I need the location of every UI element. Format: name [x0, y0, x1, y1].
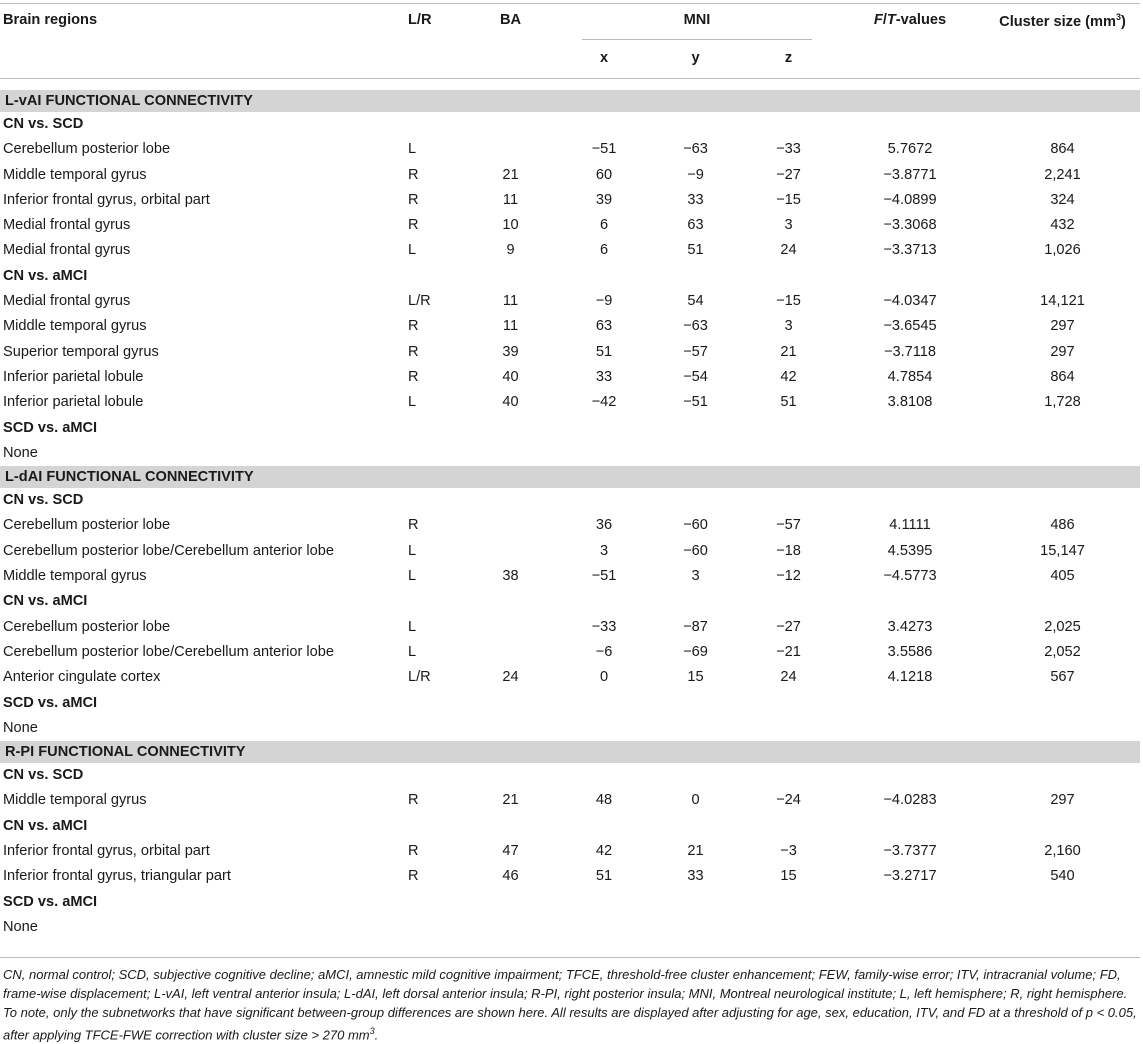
table-row [0, 839, 1140, 864]
cell-region: Inferior parietal lobule [3, 368, 144, 385]
cell-hemisphere: R [408, 368, 419, 385]
group-label: SCD vs. aMCI [3, 419, 98, 436]
cell-cluster-size: 486 [1050, 517, 1075, 534]
cell-hemisphere: R [408, 166, 419, 183]
cell-hemisphere [400, 915, 462, 940]
table-row [0, 564, 1140, 589]
cell-mni-x: 60 [595, 166, 613, 183]
cell-region: Middle temporal gyrus [3, 318, 147, 335]
cell-mni-z: −33 [776, 141, 801, 158]
cell-hemisphere: R [408, 318, 419, 335]
table-row [0, 615, 1140, 640]
table-row [0, 640, 1140, 665]
cluster-exp: 3 [1115, 12, 1121, 22]
group-label: SCD vs. aMCI [3, 893, 98, 910]
cell-cluster-size: 567 [1050, 669, 1075, 686]
cell-mni-z: −57 [776, 517, 801, 534]
group-row [0, 589, 1140, 614]
col-y: y [691, 50, 700, 66]
table-row [0, 314, 1140, 339]
cell-ft-value: 3.8108 [887, 394, 933, 411]
cell-ft-value: 3.4273 [887, 618, 933, 635]
cell-ft-value: −3.3713 [883, 242, 937, 259]
cell-ba [462, 539, 559, 564]
cell-mni-y: 0 [691, 792, 700, 809]
cell-mni-z [742, 716, 835, 741]
cell-ft-value: 3.5586 [887, 643, 933, 660]
group-label: CN vs. aMCI [3, 817, 88, 834]
cell-mni-z: 24 [780, 669, 797, 686]
cell-region: Cerebellum posterior lobe/Cerebellum anterior lobe [3, 643, 334, 660]
table-row [0, 340, 1140, 365]
cell-region: Cerebellum posterior lobe [3, 517, 171, 534]
footnote-end: . [374, 1027, 379, 1043]
cell-ba [462, 513, 559, 538]
cell-mni-x [559, 441, 649, 466]
cell-hemisphere: R [408, 343, 419, 360]
cell-mni-z [742, 915, 835, 940]
cell-mni-y: 33 [687, 868, 704, 885]
cell-cluster-size: 14,121 [1040, 293, 1085, 310]
cell-ft-value: 4.1218 [887, 669, 933, 686]
group-row [0, 763, 1140, 788]
group-row [0, 264, 1140, 289]
cell-mni-y: −60 [683, 517, 708, 534]
table-row [0, 665, 1140, 690]
group-label: CN vs. aMCI [3, 593, 88, 610]
cell-region: None [3, 918, 38, 935]
footnote-text: CN, normal control; SCD, subjective cognitive decline; aMCI, amnestic mild cognitive impairment; TFCE, threshold-free cluster enhancement; FEW, family-wise error; ITV, intracranial volume; FD, frame-wise displacement; L-vAI, left ventral anterior insula; L-dAI, left dorsal anterior insula; R-PI, right posterior insula; MNI, Montreal neurological institute; L, left hemisphere; R, right hemisphere. To note, only the subnetworks that have significant between-group differences are shown here. All results are displayed after adjusting for age, sex, education, ITV, and FD at a threshold of p < 0.05, after applying TFCE-FWE correction with cluster size > 270 mm [3, 967, 1137, 1043]
cell-mni-x: 48 [595, 792, 613, 809]
cell-mni-z: −27 [776, 618, 801, 635]
table-row [0, 390, 1140, 415]
cell-mni-z: −12 [776, 568, 801, 585]
cell-ft-value: −4.0347 [883, 293, 937, 310]
cell-mni-y: 54 [687, 293, 704, 310]
cell-cluster-size: 864 [1050, 368, 1075, 385]
cell-hemisphere: R [408, 792, 419, 809]
cell-mni-x: 6 [599, 217, 609, 234]
cell-ba [462, 915, 559, 940]
cell-cluster-size: 864 [1050, 141, 1075, 158]
table-row [0, 188, 1140, 213]
table-body [0, 90, 1140, 940]
cell-mni-y: −63 [683, 141, 708, 158]
cell-mni-x: −51 [591, 141, 617, 158]
cell-ft-value: −3.7118 [883, 343, 937, 360]
section-header [0, 466, 1140, 488]
section-header [0, 90, 1140, 112]
cell-hemisphere: L/R [408, 293, 431, 310]
cell-cluster-size: 324 [1050, 191, 1075, 208]
cluster-label: Cluster size (mm [999, 13, 1116, 30]
cell-ft-value [835, 915, 985, 940]
col-ft-values [835, 0, 985, 38]
col-brain-regions: Brain regions [3, 12, 98, 28]
cell-ba [462, 137, 559, 162]
cell-ba: 11 [502, 293, 519, 310]
group-label: CN vs. SCD [3, 767, 84, 784]
cell-ba [462, 615, 559, 640]
cell-ba [462, 716, 559, 741]
cell-mni-z: −21 [776, 643, 801, 660]
cell-hemisphere: L [408, 643, 417, 660]
cell-mni-x [559, 716, 649, 741]
cell-ba: 46 [502, 868, 519, 885]
cell-mni-y: 33 [687, 191, 704, 208]
group-label: SCD vs. aMCI [3, 694, 98, 711]
cell-ft-value: −3.6545 [883, 318, 937, 335]
cell-mni-y: 21 [687, 843, 704, 860]
group-row [0, 814, 1140, 839]
cell-region: Inferior frontal gyrus, orbital part [3, 191, 210, 208]
cell-mni-z [742, 441, 835, 466]
cell-ba: 39 [502, 343, 519, 360]
table-row [0, 365, 1140, 390]
cell-mni-y: −69 [683, 643, 708, 660]
cell-cluster-size: 297 [1050, 792, 1075, 809]
group-row [0, 416, 1140, 441]
group-row [0, 112, 1140, 137]
group-label: CN vs. aMCI [3, 267, 88, 284]
group-label: CN vs. SCD [3, 492, 84, 509]
cell-hemisphere: R [408, 843, 419, 860]
cell-ft-value: −3.7377 [883, 843, 937, 860]
cell-mni-x: −6 [595, 643, 613, 660]
cell-mni-z: 3 [784, 318, 793, 335]
cell-ba: 40 [502, 394, 519, 411]
cell-cluster-size: 432 [1050, 217, 1075, 234]
cell-mni-y: 15 [687, 669, 704, 686]
cell-mni-y: −9 [687, 166, 704, 183]
cell-region: Inferior frontal gyrus, orbital part [3, 843, 210, 860]
cell-mni-x: 42 [595, 843, 613, 860]
group-label: CN vs. SCD [3, 116, 84, 132]
group-row [0, 890, 1140, 915]
table-bottom-rule [0, 957, 1140, 958]
cell-mni-y: −87 [683, 618, 708, 635]
cell-mni-y [649, 915, 742, 940]
section-header [0, 741, 1140, 763]
cell-mni-x: 3 [599, 542, 609, 559]
cell-mni-x: 33 [595, 368, 613, 385]
cell-mni-y [649, 441, 742, 466]
cell-ba: 11 [502, 318, 519, 335]
table-row [0, 864, 1140, 889]
cell-mni-z: 21 [780, 343, 797, 360]
cell-region: Middle temporal gyrus [3, 792, 147, 809]
table-row [0, 289, 1140, 314]
cell-mni-x: 63 [595, 318, 613, 335]
cell-mni-z: 42 [780, 368, 797, 385]
table-row [0, 915, 1140, 940]
table-row [0, 238, 1140, 263]
table-row [0, 788, 1140, 813]
cell-ba: 40 [502, 368, 519, 385]
cell-mni-z: 24 [780, 242, 797, 259]
col-cluster-size [985, 0, 1140, 38]
cell-hemisphere: L [408, 141, 417, 158]
cell-ba: 38 [502, 568, 519, 585]
table-row [0, 441, 1140, 466]
cell-ft-value: −3.8771 [883, 166, 937, 183]
cell-hemisphere [400, 441, 462, 466]
cell-hemisphere: L [408, 394, 417, 411]
footnote-exp: 3 [369, 1026, 375, 1036]
cell-mni-x [559, 915, 649, 940]
cell-mni-x: −51 [591, 568, 617, 585]
cell-mni-z: −27 [776, 166, 801, 183]
table-row [0, 163, 1140, 188]
col-mni: MNI [683, 12, 711, 28]
cell-ft-value [835, 716, 985, 741]
cell-mni-z: 3 [784, 217, 793, 234]
cell-cluster-size: 297 [1050, 318, 1075, 335]
cell-mni-y: 51 [687, 242, 704, 259]
cell-hemisphere: R [408, 217, 419, 234]
cell-mni-z: −15 [776, 293, 801, 310]
cell-ba: 21 [502, 792, 519, 809]
cluster-close: ) [1120, 13, 1126, 30]
table-row [0, 716, 1140, 741]
cell-ft-value: −3.2717 [883, 868, 937, 885]
cell-mni-y: −60 [683, 542, 708, 559]
cell-mni-y: 63 [687, 217, 704, 234]
cell-region: Medial frontal gyrus [3, 242, 131, 259]
cell-hemisphere: R [408, 517, 419, 534]
cell-cluster-size: 15,147 [1040, 542, 1085, 559]
cell-mni-y: −63 [683, 318, 708, 335]
cell-ft-value: −4.0899 [883, 191, 937, 208]
cell-mni-z: −15 [776, 191, 801, 208]
col-ba: BA [499, 12, 522, 28]
cell-ft-value: 4.5395 [887, 542, 933, 559]
col-z: z [784, 50, 793, 66]
cell-mni-y: 3 [691, 568, 700, 585]
cell-region: Medial frontal gyrus [3, 293, 131, 310]
cell-ft-value: −3.3068 [883, 217, 937, 234]
cell-hemisphere [400, 716, 462, 741]
cell-hemisphere: L [408, 542, 417, 559]
cell-hemisphere: L [408, 618, 417, 635]
cell-hemisphere: L/R [408, 669, 431, 686]
cell-mni-z: 51 [780, 394, 797, 411]
cell-hemisphere: L [408, 242, 417, 259]
cell-mni-y: −57 [683, 343, 708, 360]
cell-cluster-size: 405 [1050, 568, 1075, 585]
cell-region: None [3, 719, 38, 736]
cell-ba: 21 [502, 166, 519, 183]
table-footnote [3, 965, 1139, 1044]
cell-mni-x: 39 [595, 191, 613, 208]
cell-region: Inferior parietal lobule [3, 394, 144, 411]
cell-cluster-size: 1,026 [1044, 242, 1081, 259]
table-row [0, 137, 1140, 162]
section-title: L-dAI FUNCTIONAL CONNECTIVITY [0, 466, 1140, 488]
cell-region: Middle temporal gyrus [3, 568, 147, 585]
t-label: T [886, 12, 896, 28]
cell-region: None [3, 444, 38, 461]
cell-mni-y: −54 [683, 368, 708, 385]
cell-ba [462, 640, 559, 665]
cell-cluster-size: 2,052 [1044, 643, 1081, 660]
cell-mni-x: −33 [591, 618, 617, 635]
cell-cluster-size: 297 [1050, 343, 1075, 360]
cell-cluster-size: 2,160 [1044, 843, 1081, 860]
cell-mni-x: −9 [595, 293, 613, 310]
cell-mni-x: 6 [599, 242, 609, 259]
table-row [0, 539, 1140, 564]
col-lr: L/R [408, 12, 432, 28]
cell-ba: 11 [502, 191, 519, 208]
cell-hemisphere: R [408, 191, 419, 208]
cell-ft-value: 5.7672 [887, 141, 933, 158]
cell-region: Cerebellum posterior lobe [3, 618, 171, 635]
section-title: L-vAI FUNCTIONAL CONNECTIVITY [0, 90, 1140, 112]
cell-mni-x: 51 [595, 868, 613, 885]
cell-cluster-size: 2,241 [1044, 166, 1081, 183]
values-suffix: -values [895, 12, 947, 28]
cell-ba: 24 [502, 669, 519, 686]
table-row [0, 213, 1140, 238]
cell-mni-x: 51 [595, 343, 613, 360]
cell-region: Middle temporal gyrus [3, 166, 147, 183]
cell-cluster-size [985, 441, 1140, 466]
cell-mni-z: −24 [776, 792, 801, 809]
cell-mni-z: −18 [776, 542, 801, 559]
f-label: F [873, 12, 883, 28]
table-row [0, 513, 1140, 538]
cell-ba: 10 [502, 217, 519, 234]
cell-mni-y: −51 [683, 394, 708, 411]
cell-ba: 47 [502, 843, 519, 860]
cell-ft-value: −4.5773 [883, 568, 937, 585]
cell-cluster-size [985, 716, 1140, 741]
cell-region: Anterior cingulate cortex [3, 669, 161, 686]
col-x: x [599, 50, 609, 66]
cell-hemisphere: R [408, 868, 419, 885]
group-row [0, 691, 1140, 716]
cell-mni-z: −3 [780, 843, 797, 860]
cell-mni-x: −42 [591, 394, 617, 411]
cell-hemisphere: L [408, 568, 417, 585]
cell-mni-z: 15 [780, 868, 797, 885]
cell-region: Cerebellum posterior lobe [3, 141, 171, 158]
cell-region: Superior temporal gyrus [3, 343, 159, 360]
cell-region: Cerebellum posterior lobe/Cerebellum anterior lobe [3, 542, 334, 559]
slash-label: / [882, 12, 887, 28]
cell-ft-value [835, 441, 985, 466]
cell-ft-value: −4.0283 [883, 792, 937, 809]
cell-mni-x: 0 [599, 669, 609, 686]
cell-cluster-size: 540 [1050, 868, 1075, 885]
cell-region: Medial frontal gyrus [3, 217, 131, 234]
cell-ft-value: 4.1111 [889, 517, 931, 534]
cell-cluster-size: 1,728 [1044, 394, 1081, 411]
cell-mni-y [649, 716, 742, 741]
cell-region: Inferior frontal gyrus, triangular part [3, 868, 231, 885]
cell-cluster-size [985, 915, 1140, 940]
group-row [0, 488, 1140, 513]
cell-cluster-size: 2,025 [1044, 618, 1081, 635]
section-title: R-PI FUNCTIONAL CONNECTIVITY [0, 741, 1140, 763]
cell-ba: 9 [506, 242, 515, 259]
cell-ba [462, 441, 559, 466]
cell-mni-x: 36 [595, 517, 613, 534]
cell-ft-value: 4.7854 [887, 368, 933, 385]
